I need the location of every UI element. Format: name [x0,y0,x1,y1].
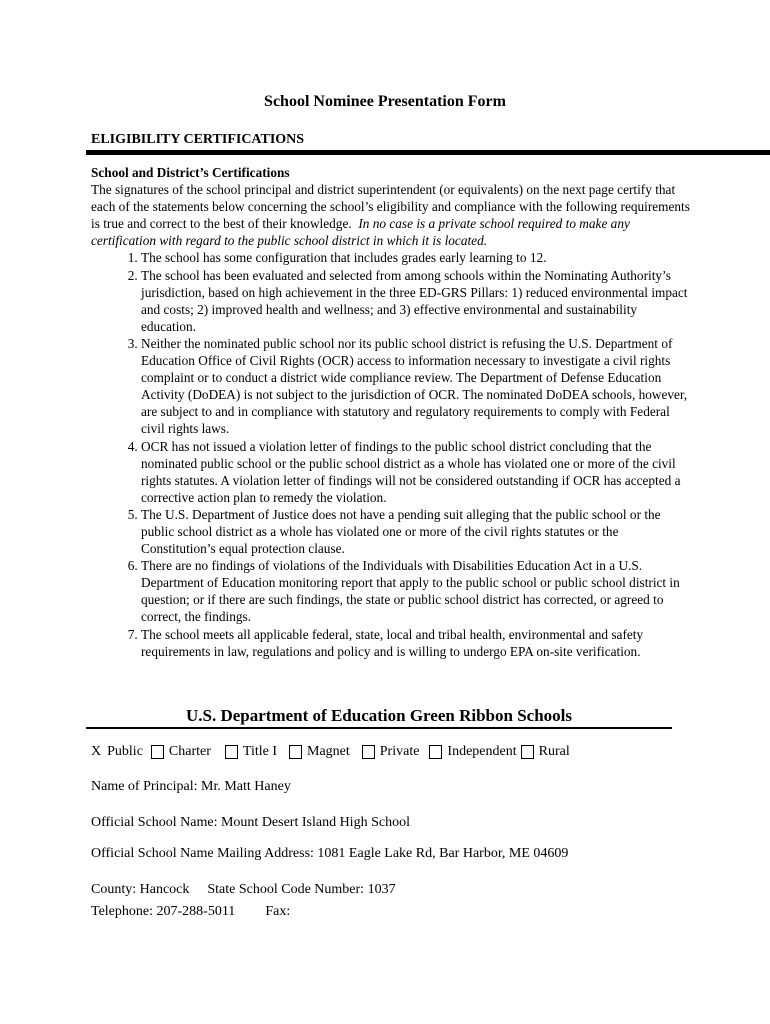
county-field: County: Hancock [91,882,190,897]
type-independent-label: Independent [447,744,517,759]
green-ribbon-title: U.S. Department of Education Green Ribbon Schools [186,706,572,725]
county-row [91,882,396,898]
type-rural-label: Rural [538,744,570,759]
rural-checkbox[interactable] [521,745,534,759]
magnet-checkbox[interactable] [289,745,302,759]
certifications-intro [91,181,691,249]
type-charter-label: Charter [168,744,211,759]
phone-row [91,904,290,920]
requirement-item: 6. There are no findings of violations of the Individuals with Disabilities Education Act in a U.S. Department of Education monitoring report that apply to the public school or public school district in question; or if there are such findings, the state or public school district has corrected, or agreed to correct, the findings. [141,557,691,625]
type-public-label: Public [107,744,143,759]
requirement-item: 5. The U.S. Department of Justice does not have a pending suit alleging that the public school or the public school district as a whole has violated one or more of the civil rights statutes or the Constitution’s equal protection clause. [141,506,691,557]
private-checkbox[interactable] [362,745,375,759]
type-private-label: Private [379,744,420,759]
section-heading: ELIGIBILITY CERTIFICATIONS [91,132,305,147]
type-title-i-label: Title I [242,744,277,759]
fax-field: Fax: [265,904,291,919]
form-title: School Nominee Presentation Form [264,93,506,110]
principal-field: Name of Principal: Mr. Matt Haney [91,779,291,794]
green-ribbon-divider [86,727,672,729]
type-private-option[interactable] [362,744,420,760]
requirement-item: 4. OCR has not issued a violation letter of findings to the public school district concluding that the nominated public school or the public school district as a whole has violated one or more of the civil rights statutes. A violation letter of findings will not be considered outstanding if OCR has accepted a corrective action plan to remedy the violation. [141,438,691,506]
type-magnet-option[interactable] [289,744,350,760]
title-i-checkbox[interactable] [225,745,238,759]
type-charter-option[interactable] [151,744,211,760]
requirements-list [91,249,691,659]
type-rural-option[interactable] [521,744,570,760]
type-title-i-option[interactable] [225,744,277,760]
certifications-section [91,164,691,660]
telephone-field: Telephone: 207-288-5011 [91,904,236,919]
independent-checkbox[interactable] [429,745,442,759]
certifications-subheading: School and District’s Certifications [91,165,290,180]
school-name-field: Official School Name: Mount Desert Island High School [91,815,410,830]
state-code-field: State School Code Number: 1037 [207,882,396,897]
type-public-option[interactable] [91,744,143,760]
requirement-item: 2. The school has been evaluated and selected from among schools within the Nominating Authority’s jurisdiction, based on high achievement in the three ED-GRS Pillars: 1) reduced environmental impact and costs; 2) improved health and wellness; and 3) effective environmental and sustainability education. [141,267,691,335]
charter-checkbox[interactable] [151,745,164,759]
mailing-address-field: Official School Name Mailing Address: 1081 Eagle Lake Rd, Bar Harbor, ME 04609 [91,846,569,861]
intro-text: The signatures of the school principal and district superintendent (or equivalents) on the next page certify that each of the statements below concerning the school’s eligibility and compliance with the following requirements is true and correct to the best of their knowledge. [91,182,690,232]
heading-divider [86,150,770,155]
selected-x-mark: X [91,744,102,759]
intro-italic-note: In no case is a private school required to make any certification with regard to the public school district in which it is located. [91,216,630,249]
school-type-options [91,744,578,760]
type-independent-option[interactable] [429,744,516,760]
requirement-item: 1. The school has some configuration that includes grades early learning to 12. [141,249,691,266]
requirement-item: 3. Neither the nominated public school nor its public school district is refusing the U.S. Department of Education Office of Civil Rights (OCR) access to information necessary to investigate a civil rights complaint or to conduct a district wide compliance review. The Department of Defense Education Activity (DoDEA) is not subject to the jurisdiction of OCR. The nominated DoDEA schools, however, are subject to and in compliance with statutory and regulatory requirements to comply with Federal civil rights laws. [141,335,691,438]
type-magnet-label: Magnet [307,744,350,759]
requirement-item: 7. The school meets all applicable federal, state, local and tribal health, environmental and safety requirements in law, regulations and policy and is willing to undergo EPA on-site verification. [141,626,691,660]
